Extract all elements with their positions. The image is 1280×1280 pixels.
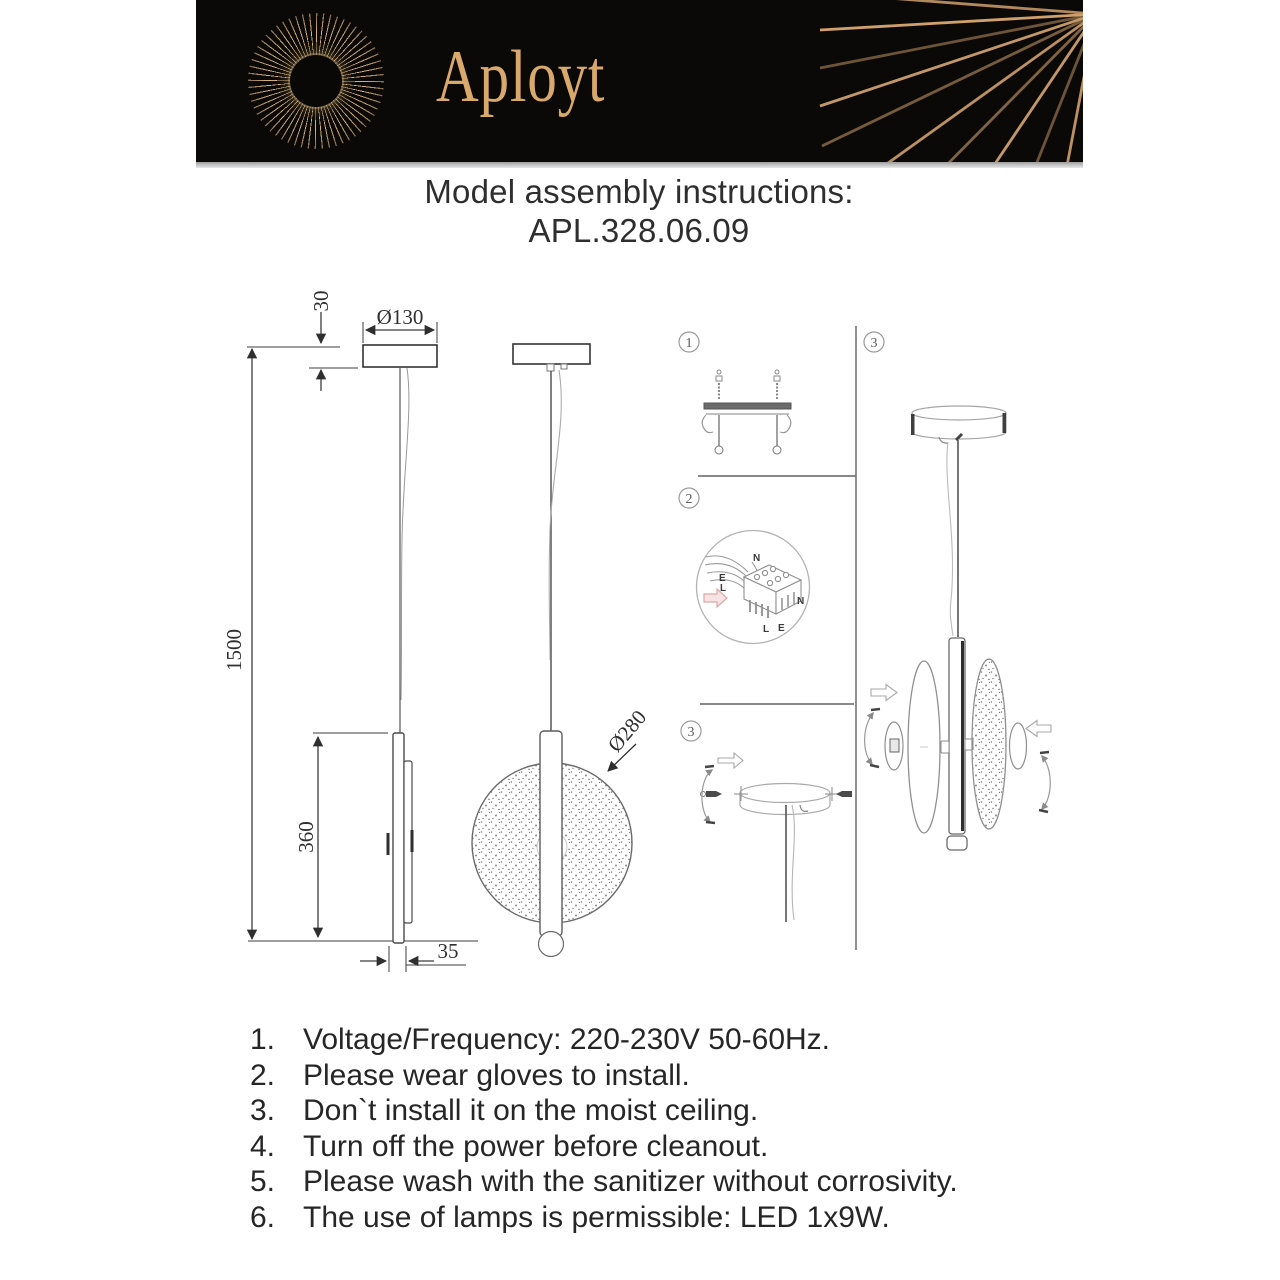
item-text: Voltage/Frequency: 220-230V 50-60Hz. bbox=[303, 1023, 831, 1056]
disc-right-stippled bbox=[972, 659, 1006, 829]
rotate-arrow-left-icon bbox=[865, 713, 873, 764]
list-item bbox=[250, 1022, 958, 1058]
dim-body-height: 360 bbox=[294, 821, 318, 853]
list-item bbox=[250, 1093, 958, 1129]
item-number: 1. bbox=[250, 1023, 276, 1056]
dim-total-height: 1500 bbox=[222, 629, 246, 671]
brand-wordmark: Aployt bbox=[436, 36, 606, 118]
step-2-number: 2 bbox=[685, 492, 693, 507]
ceiling-screws bbox=[716, 370, 780, 399]
dim-body-thickness: 35 bbox=[437, 939, 459, 963]
push-arrow-left-icon bbox=[871, 685, 897, 701]
wire-label-l2: L bbox=[763, 624, 770, 635]
step-3-number: 3 bbox=[687, 725, 695, 740]
step-1-number: 1 bbox=[685, 336, 693, 351]
item-text: Please wash with the sanitizer without corrosivity. bbox=[303, 1165, 958, 1199]
canopy-side bbox=[363, 345, 437, 367]
item-number: 4. bbox=[250, 1129, 276, 1163]
bulb-end bbox=[539, 932, 564, 957]
step-2-panel bbox=[679, 488, 810, 644]
step-1-panel bbox=[679, 332, 791, 454]
anchor-screws bbox=[715, 415, 781, 454]
side-view bbox=[247, 312, 478, 972]
model-number: APL.328.06.09 bbox=[528, 212, 750, 249]
item-number: 5. bbox=[250, 1165, 276, 1199]
step-3-right-panel bbox=[864, 332, 1051, 850]
instruction-list bbox=[250, 1022, 958, 1236]
item-number: 6. bbox=[250, 1200, 276, 1234]
lamp-bar-front bbox=[540, 731, 562, 936]
item-number: 2. bbox=[250, 1058, 276, 1092]
dim-disc-diameter: Ø280 bbox=[602, 705, 652, 757]
item-text: Please wear gloves to install. bbox=[303, 1058, 690, 1092]
wire-label-n2: N bbox=[797, 596, 805, 607]
rotate-arrow-right-icon bbox=[1042, 756, 1050, 809]
list-item bbox=[250, 1129, 958, 1165]
wire-label-l1: L bbox=[720, 583, 727, 594]
step-3-panel bbox=[681, 721, 852, 922]
item-text: Don`t install it on the moist ceiling. bbox=[303, 1094, 759, 1128]
push-arrow-right-icon bbox=[1026, 721, 1051, 737]
ring-nut-right bbox=[1010, 723, 1027, 769]
lamp-body-side bbox=[393, 733, 404, 943]
front-view bbox=[472, 344, 636, 957]
page-title: Model assembly instructions: bbox=[424, 173, 854, 210]
item-text: Turn off the power before cleanout. bbox=[303, 1129, 769, 1163]
wire-label-e1: E bbox=[719, 573, 726, 584]
wire-label-e2: E bbox=[778, 623, 785, 634]
item-text: The use of lamps is permissible: LED 1x9W. bbox=[303, 1200, 890, 1234]
list-item bbox=[250, 1058, 958, 1094]
dim-canopy-diameter: Ø130 bbox=[376, 305, 424, 329]
list-item bbox=[250, 1200, 958, 1236]
item-number: 3. bbox=[250, 1094, 276, 1128]
wire-label-n1: N bbox=[753, 553, 761, 564]
direction-arrow-icon bbox=[718, 753, 743, 768]
list-item bbox=[250, 1164, 958, 1200]
step-3-right-number: 3 bbox=[870, 336, 878, 351]
dim-canopy-height: 30 bbox=[309, 290, 333, 312]
canopy-front bbox=[513, 344, 590, 364]
